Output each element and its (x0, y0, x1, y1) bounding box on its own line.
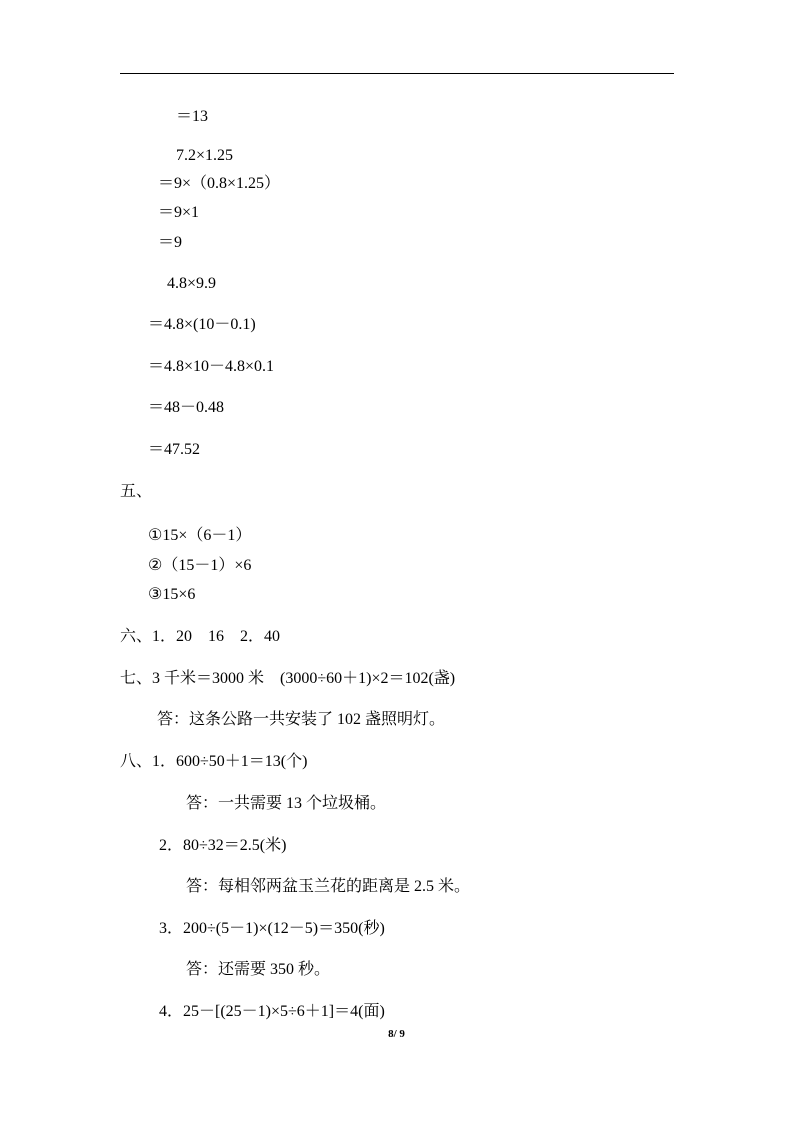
answer-line: 七、3 千米＝3000 米 (3000÷60＋1)×2＝102(盏) (120, 670, 456, 687)
answer-line: 六、1．20 16 2．40 (120, 628, 281, 645)
answer-line: 八、1．600÷50＋1＝13(个) (120, 753, 308, 770)
calc-line: ＝13 (176, 108, 209, 125)
answer-option: ③15×6 (148, 586, 196, 603)
answer-statement: 答：一共需要 13 个垃圾桶。 (186, 795, 387, 812)
calc-line: ＝9 (158, 234, 183, 251)
calc-line: 7.2×1.25 (176, 147, 234, 164)
header-rule (120, 73, 674, 74)
calc-line: ＝48－0.48 (148, 399, 225, 416)
calc-line: ＝4.8×10－4.8×0.1 (148, 358, 275, 375)
calc-line: ＝9×（0.8×1.25） (158, 175, 281, 192)
section-heading: 五、 (120, 483, 153, 500)
answer-line: 2．80÷32＝2.5(米) (159, 837, 287, 854)
answer-line: 4．25－[(25－1)×5÷6＋1]＝4(面) (159, 1003, 385, 1020)
answer-option: ①15×（6－1） (148, 527, 252, 544)
answer-option: ②（15－1）×6 (148, 557, 252, 574)
answer-statement: 答：还需要 350 秒。 (186, 961, 331, 978)
answer-statement: 答：每相邻两盆玉兰花的距离是 2.5 米。 (186, 878, 471, 895)
answer-statement: 答：这条公路一共安装了 102 盏照明灯。 (157, 711, 446, 728)
calc-line: ＝9×1 (158, 204, 200, 221)
answer-line: 3．200÷(5－1)×(12－5)＝350(秒) (159, 920, 385, 937)
page-number: 8/ 9 (388, 1028, 405, 1040)
calc-line: ＝47.52 (148, 441, 201, 458)
calc-line: ＝4.8×(10－0.1) (148, 316, 256, 333)
calc-line: 4.8×9.9 (167, 275, 217, 292)
